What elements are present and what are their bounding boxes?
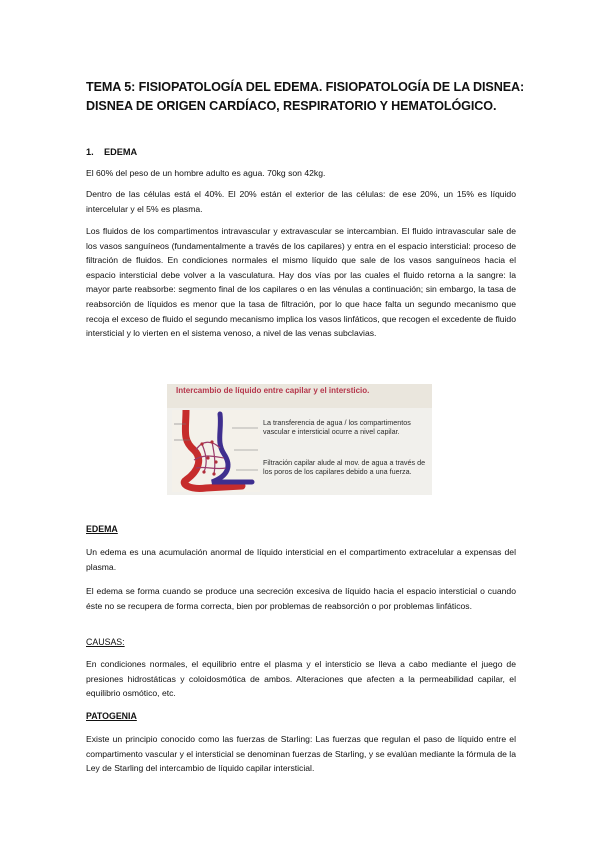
paragraph-patogenia: Existe un principio conocido como las fuerzas de Starling: Las fuerzas que regulan el paso de líquido entre el compartimento vascular y el intersticial se denominan fuerzas de Starling, y se evalúan mediante la fórmula de la Ley de Starling del intercambio de líquido capilar intersticial. <box>86 734 516 774</box>
figure-caption-transfer: La transferencia de agua / los compartimentos vascular e intersticial ocurre a nivel capilar. <box>263 418 411 436</box>
paragraph-cell-distribution: Dentro de las células está el 40%. El 20% están el exterior de las células: de ese 20%, un 15% es líquido intercelular y el 5% es plasma. <box>86 189 516 214</box>
capillary-exchange-figure <box>167 384 432 495</box>
section-heading-edema <box>86 147 137 157</box>
document-title: TEMA 5: FISIOPATOLOGÍA DEL EDEMA. FISIOPATOLOGÍA DE LA DISNEA: DISNEA DE ORIGEN CARDÍACO, RESPIRATORIO Y HEMATOLÓGICO. <box>86 80 525 113</box>
figure-title: Intercambio de líquido entre capilar y el intersticio. <box>176 386 370 395</box>
section-title: EDEMA <box>104 147 138 157</box>
heading-causas: CAUSAS: <box>86 637 125 647</box>
section-number: 1. <box>86 147 94 157</box>
paragraph-edema-definition: Un edema es una acumulación anormal de líquido intersticial en el compartimento extracelular a expensas del plasma. <box>86 547 516 572</box>
figure-caption-filtration: Filtración capilar alude al mov. de agua a través de los poros de los capilares debido a una fuerza. <box>263 458 426 476</box>
paragraph-edema-formation: El edema se forma cuando se produce una secreción excesiva de líquido hacia el espacio intersticial o cuando éste no se recupera de forma correcta, bien por problemas de reabsorción o por problemas linfáticos. <box>86 586 516 611</box>
heading-edema: EDEMA <box>86 524 118 534</box>
paragraph-body-water: El 60% del peso de un hombre adulto es agua. 70kg son 42kg. <box>86 168 326 178</box>
heading-patogenia: PATOGENIA <box>86 711 137 721</box>
capillary-diagram <box>172 410 260 495</box>
paragraph-fluid-exchange: Los fluidos de los compartimentos intravascular y extravascular se intercambian. El fluido intravascular sale de los vasos sanguíneos (fundamentalmente a través de los capilares) y entra en el espacio intersticial: proceso de filtración de fluidos. En condiciones normales el mismo líquido que sale de los vasos sanguíneos hacia el espacio intersticial debe volver a la vasculatura. Hay dos vías por las cuales el fluido retorna a la sangre: la mayor parte reabsorbe: segmento final de los capilares o en las vénulas a continuación; sin embargo, la tasa de reabsorción de líquidos es menor que la tasa de filtración, por lo que hace falta un segundo mecanismo que recoja el exceso de fluido el segundo mecanismo implica los vasos linfáticos, que recogen el excedente de fluido intersticial y lo vierten en el sistema venoso, a nivel de las venas subclavias. <box>86 226 516 339</box>
paragraph-causas: En condiciones normales, el equilibrio entre el plasma y el intersticio se lleva a cabo mediante el juego de presiones hidrostáticas y coloidosmótica de ambos. Alteraciones que afecten a la permeabilidad capilar, el equilibrio osmótico, etc. <box>86 659 516 699</box>
